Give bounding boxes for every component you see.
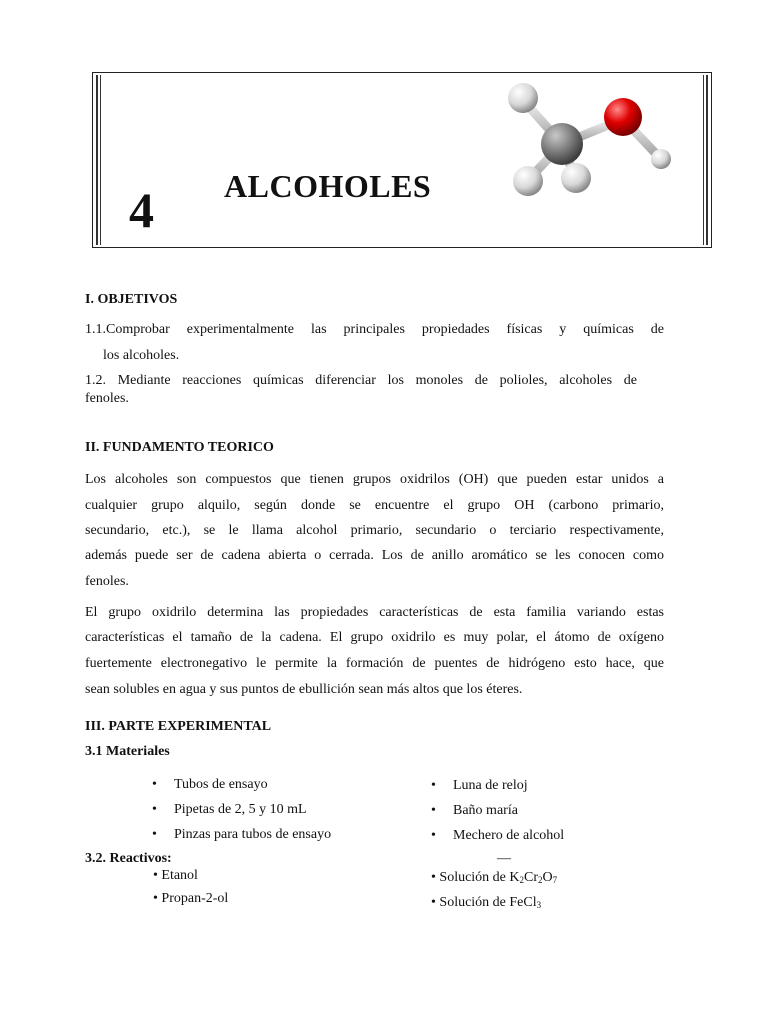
bullet-icon: • (153, 868, 158, 883)
paragraph-1-line: cualquier grupo alquilo, según donde se encuentre el grupo OH (carbono primario, (85, 498, 664, 513)
paragraph-2-line: sean solubles en agua y sus puntos de ebullición sean más altos que los éteres. (85, 682, 523, 697)
material-item: • Luna de reloj (431, 778, 528, 793)
oxygen-atom (604, 98, 642, 136)
hydrogen-atom (561, 163, 591, 193)
frame-line (703, 75, 704, 245)
material-item: • Tubos de ensayo (152, 777, 268, 792)
bullet-icon: • (152, 777, 157, 792)
subheading-reactivos: 3.2. Reactivos: (85, 851, 172, 866)
paragraph-1-line: además puede ser de cadena abierta o cerrada. Los de anillo aromático se les conocen como (85, 548, 664, 563)
bullet-icon: • (153, 891, 158, 906)
bullet-icon: • (152, 802, 157, 817)
material-item: • Baño maría (431, 803, 518, 818)
objective-1-line-1: 1.1.Comprobar experimentalmente las principales propiedades físicas y químicas de (85, 322, 664, 337)
dash-mark: — (497, 851, 511, 866)
carbon-atom (541, 123, 583, 165)
bullet-icon: • (431, 828, 436, 843)
chapter-title: ALCOHOLES (224, 168, 432, 204)
paragraph-1-line: Los alcoholes son compuestos que tienen grupos oxidrilos (OH) que pueden estar unidos a (85, 472, 664, 487)
frame-line (96, 75, 98, 245)
section-heading-experimental: III. PARTE EXPERIMENTAL (85, 719, 272, 734)
paragraph-2-line: características el tamaño de la cadena. El grupo oxidrilo es muy polar, el átomo de oxígeno (85, 630, 664, 645)
bullet-icon: • (152, 827, 157, 842)
bullet-icon: • (431, 803, 436, 818)
hydrogen-atom (513, 166, 543, 196)
paragraph-1-line: secundario, etc.), se le llama alcohol primario, secundario o terciario respectivamente, (85, 523, 664, 538)
material-item: • Pipetas de 2, 5 y 10 mL (152, 802, 307, 817)
bullet-icon: • (431, 778, 436, 793)
reagent-item: • Etanol (153, 868, 198, 883)
chapter-number: 4 (129, 182, 154, 238)
frame-line (706, 75, 708, 245)
section-heading-fundamento: II. FUNDAMENTO TEORICO (85, 440, 274, 455)
reagent-item: • Propan-2-ol (153, 891, 229, 906)
hydrogen-atom (651, 149, 671, 169)
bullet-icon: • (431, 870, 436, 885)
objective-2-line-1: 1.2. Mediante reacciones químicas diferenciar los monoles de polioles, alcoholes de (85, 373, 637, 388)
subheading-materiales: 3.1 Materiales (85, 744, 170, 759)
frame-line (100, 75, 101, 245)
objective-2-line-2: fenoles. (85, 391, 129, 406)
methanol-molecule-image (490, 74, 690, 204)
section-heading-objetivos: I. OBJETIVOS (85, 292, 178, 307)
paragraph-2-line: El grupo oxidrilo determina las propiedades características de esta familia variando estas (85, 605, 664, 620)
bullet-icon: • (431, 895, 436, 910)
objective-1-line-2: los alcoholes. (103, 348, 180, 363)
material-item: • Mechero de alcohol (431, 828, 565, 843)
paragraph-2-line: fuertemente electronegativo le permite la formación de puentes de hidrógeno esto hace, que (85, 656, 664, 671)
reagent-item: • Solución de $K_2Cr_2O_7$ (431, 870, 558, 885)
hydrogen-atom (508, 83, 538, 113)
reagent-item: • Solución de FeCl$_3$ (431, 895, 542, 910)
paragraph-1-line: fenoles. (85, 574, 129, 589)
material-item: • Pinzas para tubos de ensayo (152, 827, 332, 842)
